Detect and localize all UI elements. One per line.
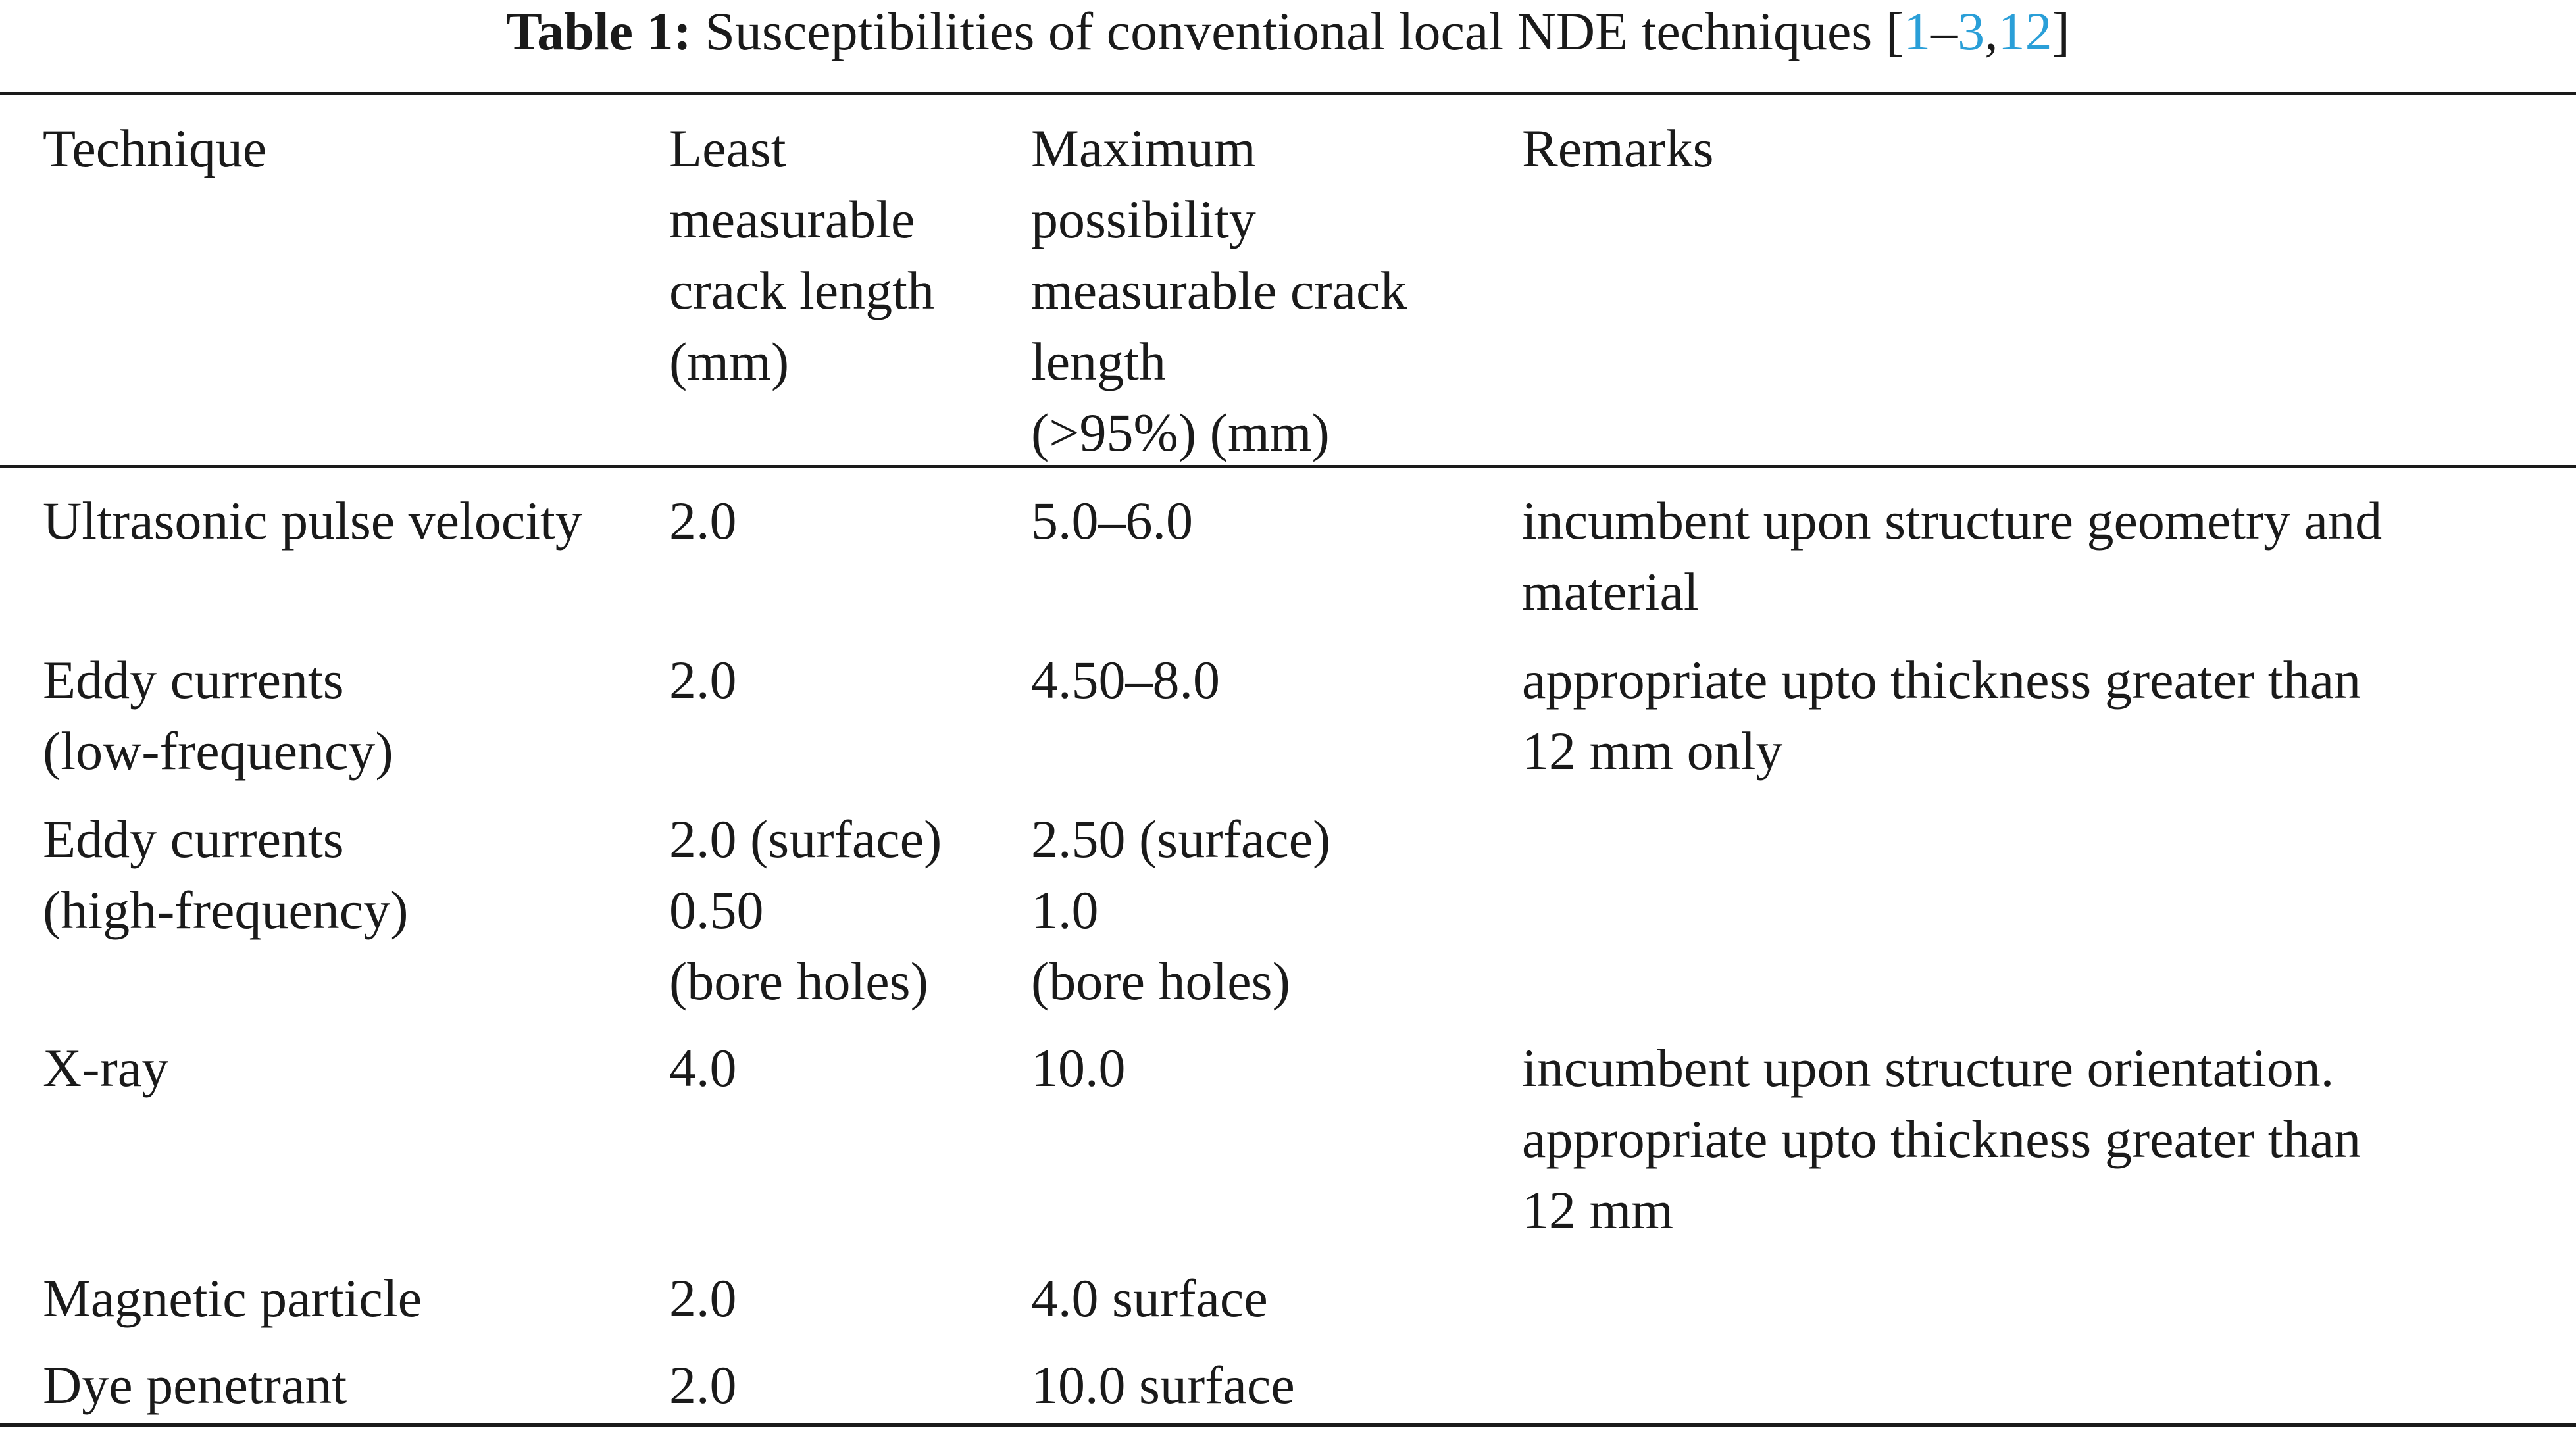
row-2-least: 2.0 bbox=[669, 650, 737, 710]
row-2-maximum: 4.50–8.0 bbox=[1031, 650, 1220, 710]
header-remarks: Remarks bbox=[1522, 118, 1714, 178]
reference-link-3[interactable]: 3 bbox=[1957, 1, 1985, 61]
reference-link-12[interactable]: 12 bbox=[1998, 1, 2052, 61]
row-6-technique: Dye penetrant bbox=[43, 1355, 347, 1415]
caption-text: Susceptibilities of conventional local NDE techniques bbox=[705, 1, 1873, 61]
row-2-remarks: appropriate upto thickness greater than 12 mm only bbox=[1522, 650, 2361, 781]
row-6-least: 2.0 bbox=[669, 1355, 737, 1415]
row-3-least: 2.0 (surface) 0.50 (bore holes) bbox=[669, 809, 942, 1011]
row-5-maximum: 4.0 surface bbox=[1031, 1268, 1268, 1328]
header-least-measurable: Least measurable crack length (mm) bbox=[669, 118, 934, 391]
row-4-maximum: 10.0 bbox=[1031, 1038, 1126, 1098]
row-4-remarks: incumbent upon structure orientation. appropriate upto thickness greater than 12 mm bbox=[1522, 1038, 2361, 1240]
table-caption bbox=[0, 0, 2576, 76]
row-3-maximum: 2.50 (surface) 1.0 (bore holes) bbox=[1031, 809, 1331, 1011]
caption-bracket-open: [ bbox=[1885, 1, 1904, 61]
bottom-rule bbox=[0, 1423, 2576, 1427]
top-rule bbox=[0, 92, 2576, 95]
row-5-least: 2.0 bbox=[669, 1268, 737, 1328]
row-3-technique: Eddy currents (high-frequency) bbox=[43, 809, 409, 940]
header-technique: Technique bbox=[43, 118, 267, 178]
caption-bracket-close: ] bbox=[2052, 1, 2070, 61]
row-4-technique: X-ray bbox=[43, 1038, 169, 1098]
row-5-technique: Magnetic particle bbox=[43, 1268, 422, 1328]
row-4-least: 4.0 bbox=[669, 1038, 737, 1098]
row-1-maximum: 5.0–6.0 bbox=[1031, 491, 1193, 551]
header-maximum-measurable: Maximum possibility measurable crack length (>95%) (mm) bbox=[1031, 118, 1407, 462]
caption-label: Table 1: bbox=[506, 1, 692, 61]
row-2-technique: Eddy currents (low-frequency) bbox=[43, 650, 393, 781]
reference-link-1[interactable]: 1 bbox=[1904, 1, 1931, 61]
row-6-maximum: 10.0 surface bbox=[1031, 1355, 1295, 1415]
row-1-technique: Ultrasonic pulse velocity bbox=[43, 491, 582, 551]
header-rule bbox=[0, 465, 2576, 468]
row-1-least: 2.0 bbox=[669, 491, 737, 551]
row-1-remarks: incumbent upon structure geometry and material bbox=[1522, 491, 2383, 622]
caption-dash: – bbox=[1931, 1, 1958, 61]
caption-comma: , bbox=[1984, 1, 1998, 61]
